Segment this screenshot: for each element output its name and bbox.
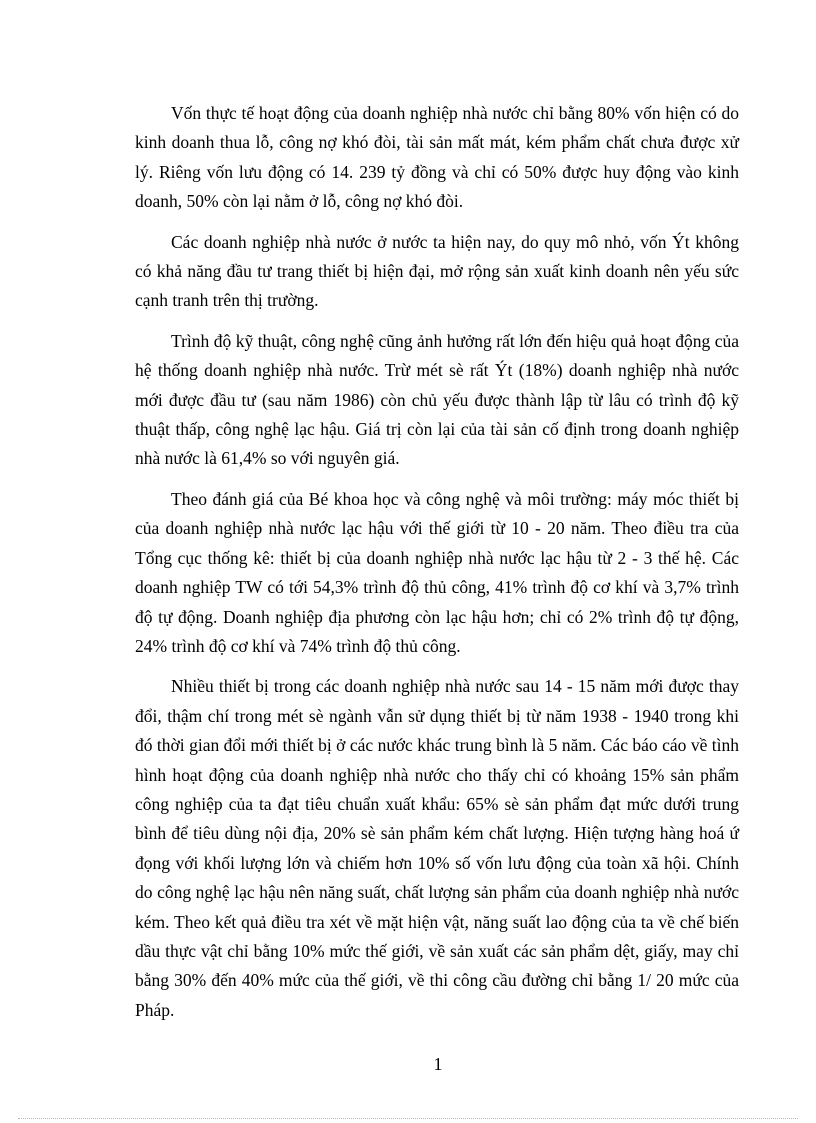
document-body — [135, 99, 739, 1036]
paragraph-capital: Vốn thực tế hoạt động của doanh nghiệp nhà nước chỉ bằng 80% vốn hiện có do kinh doanh thua lỗ, công nợ khó đòi, tài sản mất mát, kém phẩm chất chưa được xử lý. Riêng vốn lưu động có 14. 239 tỷ đồng và chỉ có 50% được huy động vào kinh doanh, 50% còn lại nằm ở lỗ, công nợ khó đòi. — [135, 103, 739, 212]
page-number: 1 — [433, 1054, 443, 1074]
paragraph-assessment: Theo đánh giá của Bé khoa học và công nghệ và môi trường: máy móc thiết bị của doanh nghiệp nhà nước lạc hậu với thế giới từ 10 - 20 năm. Theo điều tra của Tổng cục thống kê: thiết bị của doanh nghiệp nhà nước lạc hậu từ 2 - 3 thế hệ. Các doanh nghiệp TW có tới 54,3% trình độ thủ công, 41% trình độ cơ khí và 3,7% trình độ tự động. Doanh nghiệp địa phương còn lạc hậu hơn; chỉ có 2% trình độ tự động, 24% trình độ cơ khí và 74% trình độ thủ công. — [135, 488, 739, 656]
paragraph-equipment: Nhiều thiết bị trong các doanh nghiệp nhà nước sau 14 - 15 năm mới được thay đổi, thậm chí trong mét sè ngành vẫn sử dụng thiết bị từ năm 1938 - 1940 trong khi đó thời gian đổi mới thiết bị ở các nước khác trung bình là 5 năm. Các báo cáo về tình hình hoạt động của doanh nghiệp nhà nước cho thấy chỉ có khoảng 15% sản phẩm công nghiệp của ta đạt tiêu chuẩn xuất khẩu: 65% sè sản phẩm đạt mức dưới trung bình để tiêu dùng nội địa, 20% sè sản phẩm kém chất lượng. Hiện tượng hàng hoá ứ đọng với khối lượng lớn và chiếm hơn 10% số vốn lưu động của toàn xã hội. Chính do công nghệ lạc hậu nên năng suất, chất lượng sản phẩm của doanh nghiệp nhà nước kém. Theo kết quả điều tra xét về mặt hiện vật, năng suất lao động của ta về chế biến dầu thực vật chỉ bằng 10% mức thế giới, về sản xuất các sản phẩm dệt, giấy, may chỉ bằng 30% đến 40% mức của thế giới, về thi công cầu đường chỉ bằng 1/ 20 mức của Pháp. — [135, 676, 739, 1020]
page-bottom-divider — [18, 1118, 798, 1119]
paragraph-technology: Trình độ kỹ thuật, công nghệ cũng ảnh hưởng rất lớn đến hiệu quả hoạt động của hệ thống doanh nghiệp nhà nước. Trừ mét sè rất Ýt (18%) doanh nghiệp nhà nước mới được đầu tư (sau năm 1986) còn chủ yếu được thành lập từ lâu có trình độ kỹ thuật thấp, công nghệ lạc hậu. Giá trị còn lại của tài sản cố định trong doanh nghiệp nhà nước là 61,4% so với nguyên giá. — [135, 330, 739, 469]
paragraph-scale: Các doanh nghiệp nhà nước ở nước ta hiện nay, do quy mô nhỏ, vốn Ýt không có khả năng đầu tư trang thiết bị hiện đại, mở rộng sản xuất kinh doanh nên yếu sức cạnh tranh trên thị trường. — [135, 231, 739, 311]
